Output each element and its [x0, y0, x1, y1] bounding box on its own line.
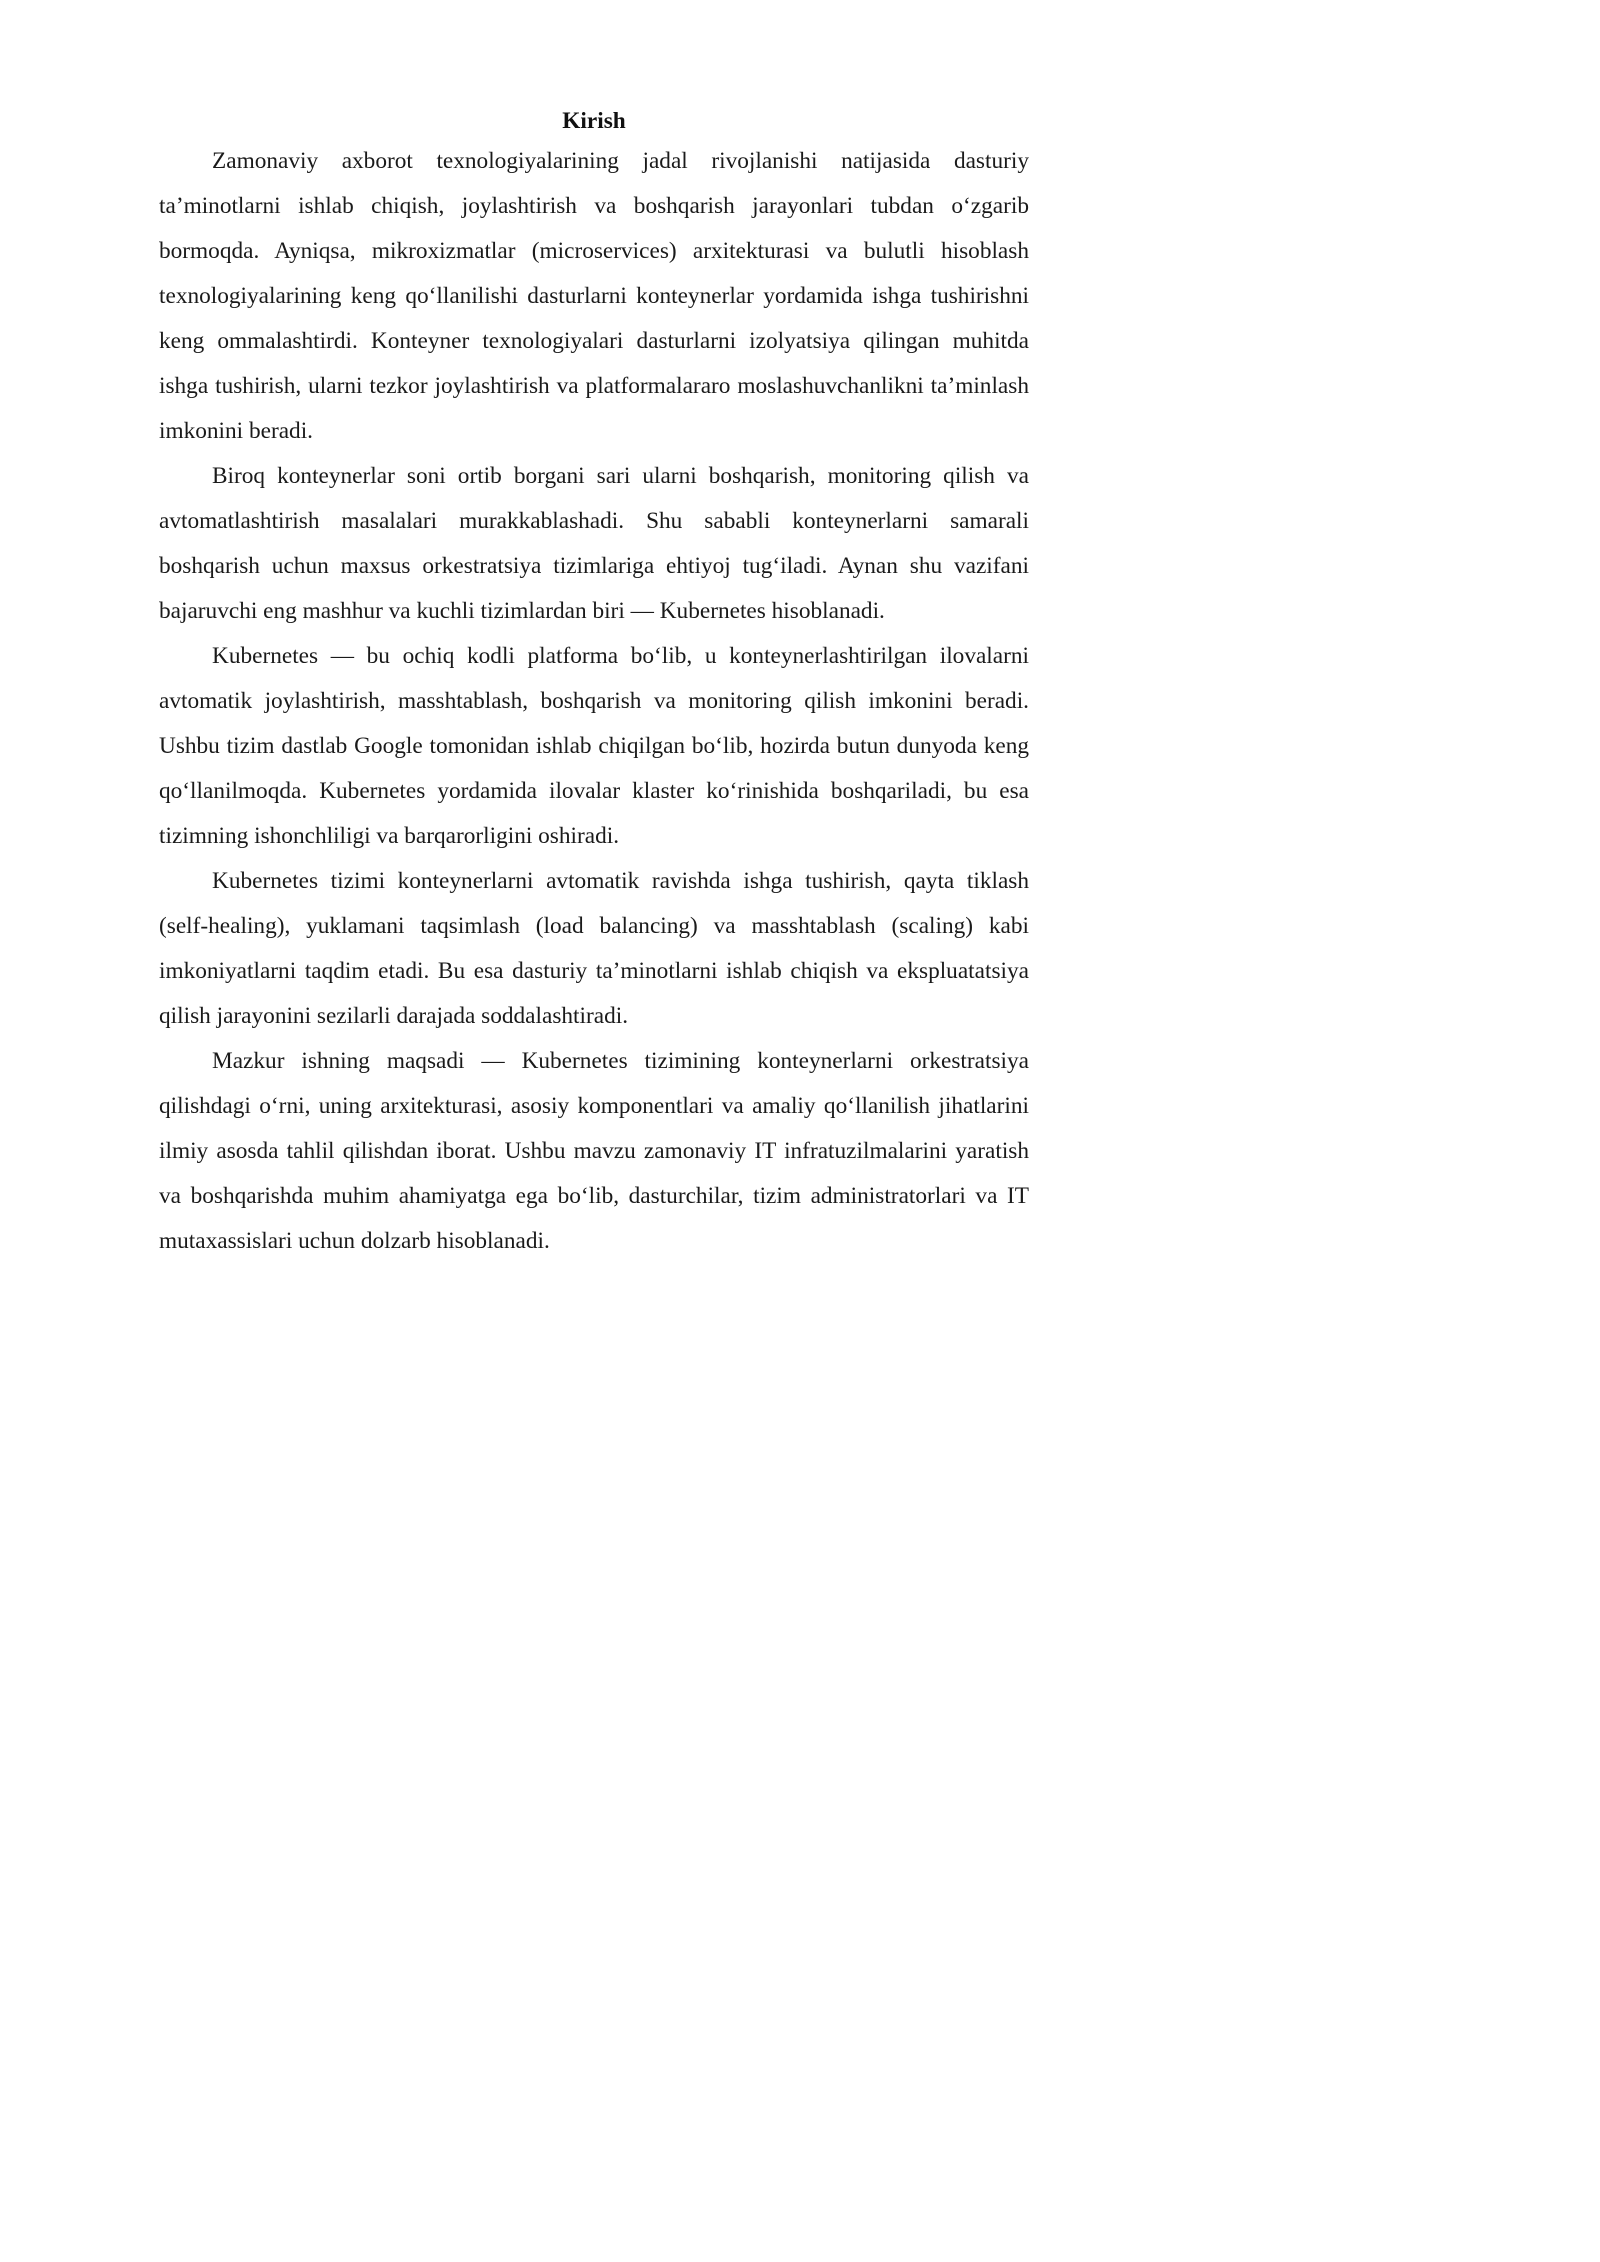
- document-page: [0, 0, 1100, 1556]
- paragraph-5: Mazkur ishning maqsadi — Kubernetes tizimining konteynerlarni orkestratsiya qilishdagi o‘rni, uning arxitekturasi, asosiy komponentlari va amaliy qo‘llanilish jihatlarini ilmiy asosda tahlil qilishdan iborat. Ushbu mavzu zamonaviy IT infratuzilmalarini yaratish va boshqarishda muhim ahamiyatga ega bo‘lib, dasturchilar, tizim administratorlari va IT mutaxassislari uchun dolzarb hisoblanadi.: [159, 1048, 1029, 1254]
- paragraph-3: Kubernetes — bu ochiq kodli platforma bo‘lib, u konteynerlashtirilgan ilovalarni avtomatik joylashtirish, masshtablash, boshqarish va monitoring qilish imkonini beradi. Ushbu tizim dastlab Google tomonidan ishlab chiqilgan bo‘lib, hozirda butun dunyoda keng qo‘llanilmoqda. Kubernetes yordamida ilovalar klaster ko‘rinishida boshqariladi, bu esa tizimning ishonchliligi va barqarorligini oshiradi.: [159, 643, 1029, 849]
- paragraph-1: Zamonaviy axborot texnologiyalarining jadal rivojlanishi natijasida dasturiy ta’minotlarni ishlab chiqish, joylashtirish va boshqarish jarayonlari tubdan o‘zgarib bormoqda. Ayniqsa, mikroxizmatlar (microservices) arxitekturasi va bulutli hisoblash texnologiyalarining keng qo‘llanilishi dasturlarni konteynerlar yordamida ishga tushirishni keng ommalashtirdi. Konteyner texnologiyalari dasturlarni izolyatsiya qilingan muhitda ishga tushirish, ularni tezkor joylashtirish va platformalararo moslashuvchanlikni ta’minlash imkonini beradi.: [159, 148, 1029, 444]
- section-heading: Kirish: [562, 108, 626, 134]
- paragraph-2: Biroq konteynerlar soni ortib borgani sari ularni boshqarish, monitoring qilish va avtomatlashtirish masalalari murakkablashadi. Shu sababli konteynerlarni samarali boshqarish uchun maxsus orkestratsiya tizimlariga ehtiyoj tug‘iladi. Aynan shu vazifani bajaruvchi eng mashhur va kuchli tizimlardan biri — Kubernetes hisoblanadi.: [159, 463, 1029, 624]
- paragraph-4: Kubernetes tizimi konteynerlarni avtomatik ravishda ishga tushirish, qayta tiklash (self-healing), yuklamani taqsimlash (load balancing) va masshtablash (scaling) kabi imkoniyatlarni taqdim etadi. Bu esa dasturiy ta’minotlarni ishlab chiqish va ekspluatatsiya qilish jarayonini sezilarli darajada soddalashtiradi.: [159, 868, 1029, 1029]
- document-body: [159, 103, 1029, 1264]
